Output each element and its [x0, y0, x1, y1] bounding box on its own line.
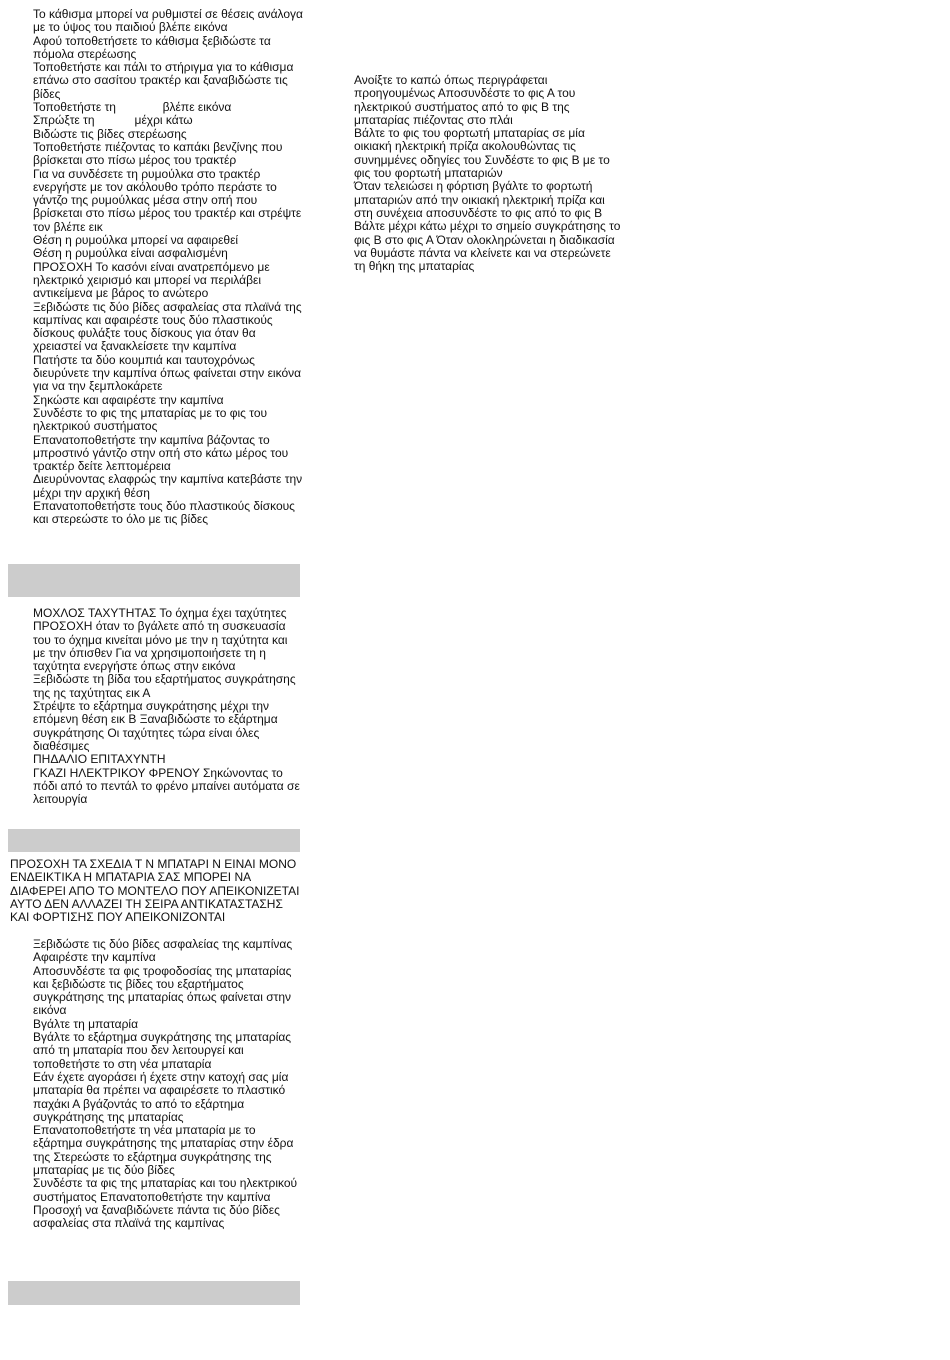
instruction-paragraph: Βάλτε μέχρι κάτω μέχρι το σημείο συγκράτησης το φις Β στο φις Α Όταν ολοκληρώνεται η διαδικασία να θυμάστε πάντα να κλείνετε και να στερεώνετε τη θήκη της μπαταρίας: [354, 219, 621, 274]
instruction-paragraph: Θέση η ρυμούλκα είναι ασφαλισμένη: [33, 246, 228, 261]
instruction-paragraph: Ξεβιδώστε τη βίδα του εξαρτήματος συγκράτησης της ης ταχύτητας εικ Α: [33, 672, 296, 700]
instruction-heading: ΠΗΔΑΛΙΟ ΕΠΙΤΑΧΥΝΤΗ: [33, 752, 166, 767]
instruction-paragraph: Το κάθισμα μπορεί να ρυθμιστεί σε θέσεις ανάλογα με το ύψος του παιδιού βλέπε εικόνα: [33, 7, 303, 35]
instruction-paragraph: Όταν τελειώσει η φόρτιση βγάλτε το φορτωτή μπαταριών από την οικιακή ηλεκτρική πρίζα και στη συνέχεια αποσυνδέστε το φις από το φις Β: [354, 179, 605, 220]
instruction-paragraph: Διευρύνοντας ελαφρώς την καμπίνα κατεβάστε την μέχρι την αρχική θέση: [33, 472, 303, 500]
instruction-paragraph: ΓΚΑΖΙ ΗΛΕΚΤΡΙΚΟΥ ΦΡΕΝΟΥ Σηκώνοντας το πόδι από το πεντάλ το φρένο μπαίνει αυτόματα σε λειτουργία: [33, 765, 300, 807]
battery-warning-text: ΠΡΟΣΟΧΗ ΤΑ ΣΧΕΔΙΑ Τ Ν ΜΠΑΤΑΡΙ Ν ΕΙΝΑΙ ΜΟΝΟ ΕΝΔΕΙΚΤΙΚΑ Η ΜΠΑΤΑΡΙΑ ΣΑΣ ΜΠΟΡΕΙ ΝΑ ΔΙΑΦΕΡΕΙ ΑΠΟ ΤΟ ΜΟΝΤΕΛΟ ΠΟΥ ΑΠΕΙΚΟΝΙΖΕΤΑΙ ΑΥΤΟ ΔΕΝ ΑΛΛΑΖΕΙ ΤΗ ΣΕΙΡΑ ΑΝΤΙΚΑΤΑΣΤΑΣΗΣ ΚΑΙ ΦΟΡΤΙΣΗΣ ΠΟΥ ΑΠΕΙΚΟΝΙΖΟΝΤΑΙ: [10, 857, 300, 925]
instruction-paragraph: Επανατοποθετήστε τους δύο πλαστικούς δίσκους και στερεώστε το όλο με τις βίδες: [33, 498, 295, 527]
instruction-paragraph: Βιδώστε τις βίδες στερέωσης: [33, 126, 187, 141]
instruction-paragraph: Ξεβιδώστε τις δύο βίδες ασφαλείας της καμπίνας Αφαιρέστε την καμπίνα: [33, 937, 293, 965]
instruction-paragraph: Αφού τοποθετήσετε το κάθισμα ξεβιδώστε τα πόμολα στερέωσης: [33, 33, 271, 61]
instruction-paragraph: Ανοίξτε το καπώ όπως περιγράφεται προηγουμένως Αποσυνδέστε το φις Α του ηλεκτρικού συστήματος από το φις Β της μπαταρίας πιέζοντας στο πλάι: [354, 73, 576, 127]
left-column-battery-replacement: [33, 938, 303, 1231]
instruction-paragraph: Τοποθετήστε και πάλι το στήριγμα για το κάθισμα επάνω στο σασίτου τρακτέρ και ξαναβιδώστε τις βίδες: [33, 60, 294, 101]
instruction-paragraph: Τοποθετήστε πιέζοντας το καπάκι βενζίνης που βρίσκεται στο πίσω μέρος του τρακτέρ: [33, 139, 283, 168]
left-column-gear-lever: [33, 607, 303, 806]
instruction-paragraph: Για να συνδέσετε τη ρυμούλκα στο τρακτέρ ενεργήστε με τον ακόλουθο τρόπο περάστε το γάντζο της ρυμούλκας μέσα στην οπή που βρίσκεται στο πίσω μέρος του τρακτέρ και στρέψτε τον βλέπε εικ: [33, 166, 302, 234]
instruction-paragraph: Βγάλτε τη μπαταρία: [33, 1016, 139, 1031]
instruction-paragraph: ΜΟΧΛΟΣ ΤΑΧΥΤΗΤΑΣ Το όχημα έχει ταχύτητες ΠΡΟΣΟΧΗ όταν το βγάλετε από τη συσκευασία του το όχημα κινείται μόνο με την η ταχύτητα και με την όπισθεν Για να χρησιμοποιήσετε τη η ταχύτητα ενεργήστε όπως στην εικόνα: [33, 606, 288, 674]
instruction-paragraph: Βγάλτε το εξάρτημα συγκράτησης της μπαταρίας από τη μπαταρία που δεν λειτουργεί και τοποθετήστε το στη νέα μπαταρία: [33, 1030, 292, 1071]
gray-separator-bar: [8, 564, 300, 597]
instruction-paragraph: Θέση η ρυμούλκα μπορεί να αφαιρεθεί: [33, 233, 239, 248]
instruction-paragraph: Επανατοποθετήστε τη νέα μπαταρία με το εξάρτημα συγκράτησης της μπαταρίας στην έδρα της Στερεώστε το εξάρτημα συγκράτησης της μπαταρίας με τις δύο βίδες: [33, 1123, 294, 1178]
instruction-paragraph: Σπρώξτε τη μέχρι κάτω: [33, 113, 193, 128]
instruction-paragraph: Συνδέστε τα φις της μπαταρίας και του ηλεκτρικού συστήματος Επανατοποθετήστε την καμπίνα Προσοχή να ξαναβιδώνετε πάντα τις δύο βίδες ασφαλείας στα πλαϊνά της καμπίνας: [33, 1176, 298, 1231]
instruction-paragraph: Συνδέστε το φις της μπαταρίας με το φις του ηλεκτρικού συστήματος: [33, 405, 268, 434]
right-column-battery-charging: [354, 74, 624, 273]
instruction-paragraph: Ξεβιδώστε τις δύο βίδες ασφαλείας στα πλαϊνά της καμπίνας και αφαιρέστε τους δύο πλαστικούς δίσκους φυλάξτε τους δίσκους για όταν θα χρειαστεί να ξανακλείσετε την καμπίνα: [33, 299, 302, 354]
instruction-paragraph: ΠΡΟΣΟΧΗ Το κασόνι είναι ανατρεπόμενο με ηλεκτρικό χειρισμό και μπορεί να περιλάβει αντικείμενα με βάρος το ανώτερο: [33, 259, 270, 301]
left-column-instructions: [33, 8, 303, 527]
instruction-paragraph: Στρέψτε το εξάρτημα συγκράτησης μέχρι την επόμενη θέση εικ Β Ξαναβιδώστε το εξάρτημα συγκράτησης Οι ταχύτητες τώρα είναι όλες διαθέσιμες: [33, 699, 278, 753]
instruction-paragraph: Σηκώστε και αφαιρέστε την καμπίνα: [33, 392, 224, 407]
gray-separator-bar: [8, 829, 300, 852]
gray-separator-bar: [8, 1281, 300, 1305]
instruction-paragraph: Επανατοποθετήστε την καμπίνα βάζοντας το μπροστινό γάντζο στην οπή στο κάτω μέρος του τρακτέρ δείτε λεπτομέρεια: [33, 432, 289, 474]
instruction-paragraph: Βάλτε το φις του φορτωτή μπαταρίας σε μία οικιακή ηλεκτρική πρίζα ακολουθώντας τις συνημμένες οδηγίες του Συνδέστε το φις Β με το φις του φορτωτή μπαταριών: [354, 126, 610, 181]
instruction-paragraph: Πατήστε τα δύο κουμπιά και ταυτοχρόνως διευρύνετε την καμπίνα όπως φαίνεται στην εικόνα για να την ξεμπλοκάρετε: [33, 352, 302, 394]
instruction-paragraph: Εάν έχετε αγοράσει ή έχετε στην κατοχή σας μία μπαταρία θα πρέπει να αφαιρέσετε το πλαστικό παχάκι Α βγάζοντάς το από το εξάρτημα συγκράτησης της μπαταρίας: [33, 1069, 289, 1124]
instruction-paragraph: Αποσυνδέστε τα φις τροφοδοσίας της μπαταρίας και ξεβιδώστε τις βίδες του εξαρτήματος συγκράτησης της μπαταρίας όπως φαίνεται στην εικόνα: [33, 963, 292, 1018]
instruction-paragraph: Τοποθετήστε τη βλέπε εικόνα: [33, 100, 232, 115]
